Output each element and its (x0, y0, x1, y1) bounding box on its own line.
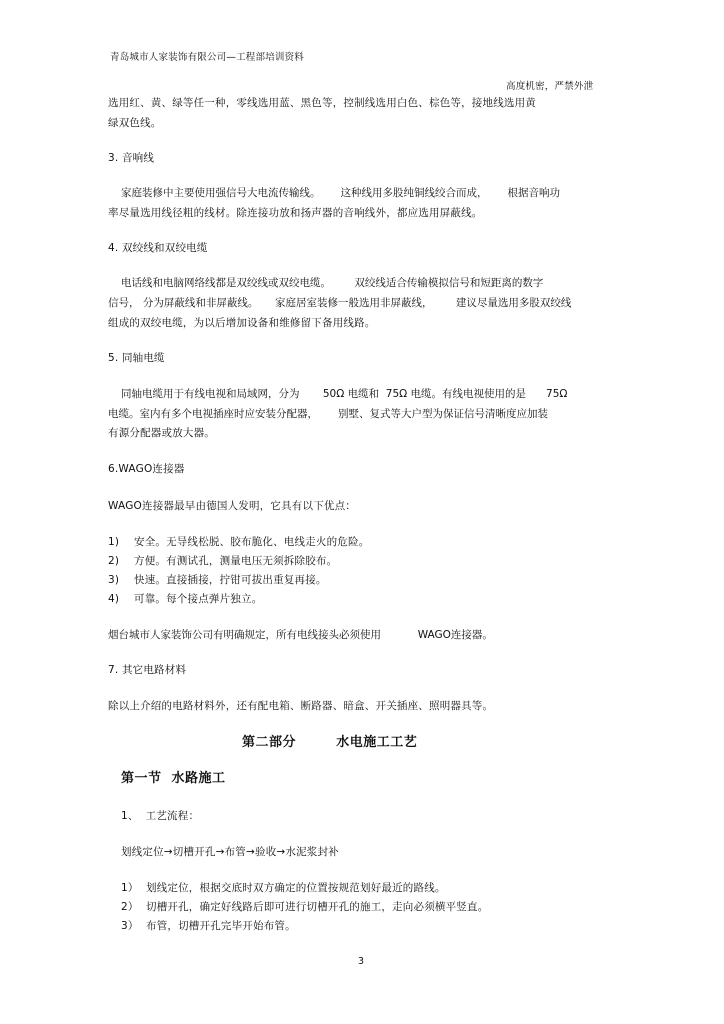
section-3-title: 3. 音响线 (108, 152, 155, 164)
list-item: 划线定位，根据交底时双方确定的位置按规范划好最近的路线。 (146, 882, 446, 894)
list-number: 2） (121, 901, 139, 913)
section-3-line-2: 率尽量选用线径粗的线材。除连接功放和扬声器的音响线外，都应选用屏蔽线。 (108, 207, 483, 219)
list-number: 4) (108, 593, 120, 605)
list-item: 方便。有测试孔，测量电压无须拆除胶布。 (134, 555, 338, 567)
list-item: 可靠。每个接点弹片独立。 (134, 593, 263, 605)
document-header: 青岛城市人家装饰有限公司—工程部培训资料 (110, 52, 305, 63)
section-6-rule: 烟台城市人家装饰公司有明确规定，所有电线接头必须使用 WAGO连接器。 (108, 629, 493, 641)
intro-line-2: 绿双色线。 (108, 117, 162, 129)
intro-line-1: 选用红、黄、绿等任一种，零线选用蓝、黑色等，控制线选用白色、棕色等，接地线选用黄 (108, 97, 536, 109)
list-item: 布管，切槽开孔完毕开始布管。 (146, 920, 296, 932)
section-5-title: 5. 同轴电缆 (108, 352, 165, 364)
list-item: 切槽开孔，确定好线路后即可进行切槽开孔的施工，走向必须横平竖直。 (146, 901, 489, 913)
list-item: 安全。无导线松脱、胶布脆化、电线走火的危险。 (134, 536, 370, 548)
section-7-title: 7. 其它电路材料 (108, 664, 187, 676)
chapter-1-title: 第一节 水路施工 (121, 771, 226, 786)
continued-header-fragment: 高度机密，严禁外泄 (506, 81, 594, 92)
list-number: 2) (108, 555, 120, 567)
list-number: 1） (121, 882, 139, 894)
section-6-title: 6.WAGO连接器 (108, 463, 185, 475)
list-item: 快速。直接插接，拧钳可拔出重复再接。 (134, 574, 327, 586)
section-6-intro: WAGO连接器最早由德国人发明，它具有以下优点： (108, 500, 357, 512)
section-4-title: 4. 双绞线和双绞电缆 (108, 242, 208, 254)
section-5-line-3: 有源分配器或放大器。 (108, 427, 215, 439)
section-3-line-1: 家庭装修中主要使用强信号大电流传输线。 这种线用多股纯铜线绞合而成， 根据音响功 (121, 187, 561, 199)
list-number: 3) (108, 574, 120, 586)
section-4-line-2: 信号， 分为屏蔽线和非屏蔽线。 家庭居室装修一般选用非屏蔽线， 建议尽量选用多股双绞线 (108, 297, 572, 309)
section-4-line-1: 电话线和电脑网络线都是双绞线或双绞电缆。 双绞线适合传输模拟信号和短距离的数字 (121, 277, 544, 289)
list-number: 1) (108, 536, 120, 548)
part-2-title: 第二部分 水电施工工艺 (242, 735, 418, 750)
list-number: 3） (121, 920, 139, 932)
section-5-line-1: 同轴电缆用于有线电视和局域网，分为 50Ω 电缆和 75Ω 电缆。有线电视使用的是 75Ω (121, 388, 568, 400)
step-1-title: 1、 工艺流程： (121, 810, 200, 822)
page-number: 3 (358, 956, 365, 967)
section-4-line-3: 组成的双绞电缆，为以后增加设备和维修留下备用线路。 (108, 317, 376, 329)
section-7-line-1: 除以上介绍的电路材料外，还有配电箱、断路器、暗盒、开关插座、照明器具等。 (108, 700, 494, 712)
process-flow: 划线定位→切槽开孔→布管→验收→水泥浆封补 (121, 846, 339, 858)
section-5-line-2: 电缆。室内有多个电视插座时应安装分配器， 别墅、复式等大户型为保证信号清晰度应加装 (108, 408, 549, 420)
